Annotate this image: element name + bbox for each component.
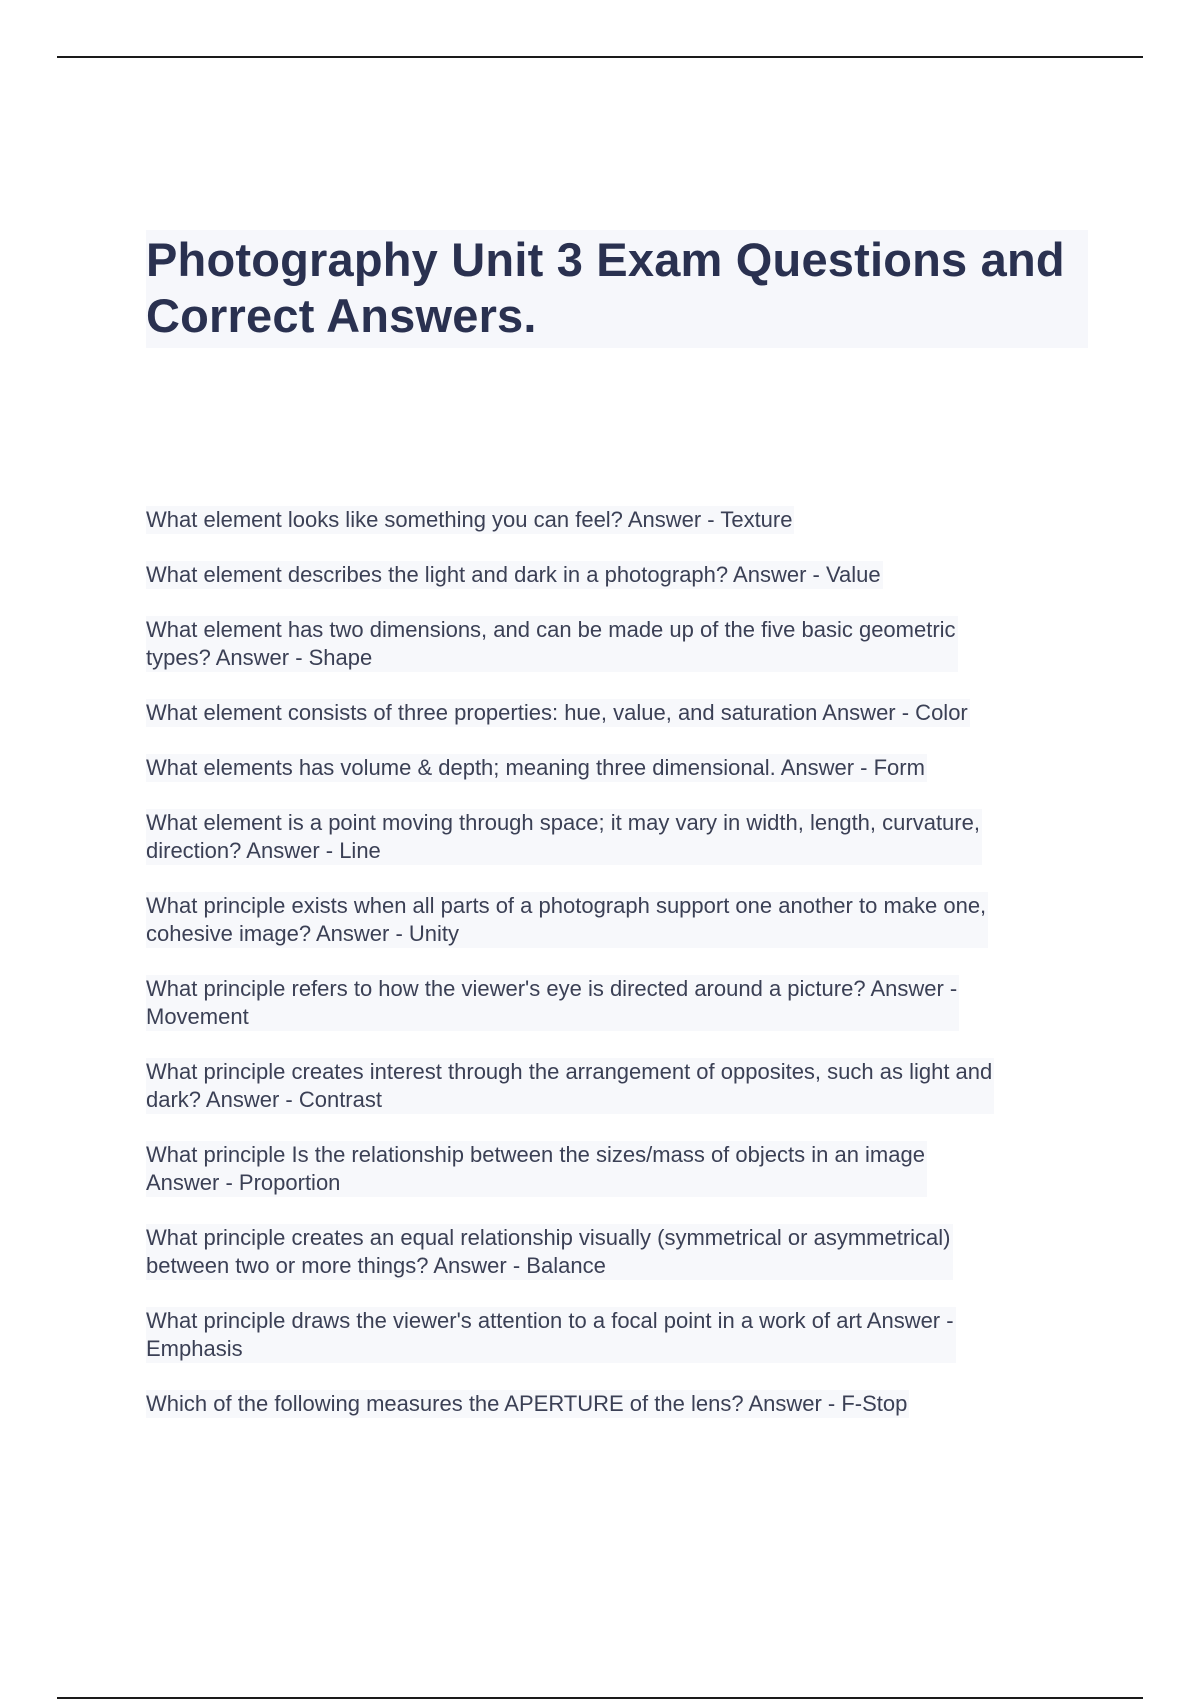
qa-line: What element consists of three properties: hue, value, and saturation Answer - Color <box>146 700 968 725</box>
qa-line: What element looks like something you can feel? Answer - Texture <box>146 507 793 532</box>
qa-line: What principle Is the relationship between the sizes/mass of objects in an image <box>146 1142 925 1167</box>
title-line-1: Photography Unit 3 Exam Questions and <box>146 233 1065 286</box>
qa-line: Emphasis <box>146 1336 243 1361</box>
qa-list <box>146 506 1096 1418</box>
qa-item <box>146 561 883 589</box>
qa-line: What element describes the light and dark in a photograph? Answer - Value <box>146 562 881 587</box>
top-rule <box>57 56 1143 58</box>
qa-line: Movement <box>146 1004 249 1029</box>
title-block <box>146 230 1088 348</box>
qa-line: direction? Answer - Line <box>146 838 381 863</box>
qa-line: Answer - Proportion <box>146 1170 341 1195</box>
qa-item <box>146 892 988 948</box>
page-title <box>146 232 1088 344</box>
qa-line: What principle creates an equal relationship visually (symmetrical or asymmetrical) <box>146 1225 951 1250</box>
qa-item <box>146 754 927 782</box>
qa-line: What principle refers to how the viewer's eye is directed around a picture? Answer - <box>146 976 958 1001</box>
qa-line: What principle draws the viewer's attention to a focal point in a work of art Answer - <box>146 1308 954 1333</box>
qa-item <box>146 1141 927 1197</box>
qa-line: between two or more things? Answer - Balance <box>146 1253 606 1278</box>
qa-item <box>146 809 982 865</box>
qa-item <box>146 506 794 534</box>
qa-line: What principle creates interest through the arrangement of opposites, such as light and <box>146 1059 993 1084</box>
qa-line: What element is a point moving through space; it may vary in width, length, curvature, <box>146 810 980 835</box>
qa-line: What element has two dimensions, and can be made up of the five basic geometric <box>146 617 956 642</box>
qa-line: Which of the following measures the APERTURE of the lens? Answer - F-Stop <box>146 1391 908 1416</box>
qa-item <box>146 1307 956 1363</box>
qa-item <box>146 1224 953 1280</box>
qa-item <box>146 1390 909 1418</box>
qa-line: What elements has volume & depth; meaning three dimensional. Answer - Form <box>146 755 925 780</box>
bottom-rule <box>57 1697 1143 1699</box>
title-line-2: Correct Answers. <box>146 289 537 342</box>
qa-item <box>146 975 959 1031</box>
qa-item <box>146 699 970 727</box>
qa-line: cohesive image? Answer - Unity <box>146 921 460 946</box>
qa-line: What principle exists when all parts of a photograph support one another to make one, <box>146 893 987 918</box>
qa-line: types? Answer - Shape <box>146 645 373 670</box>
qa-item <box>146 616 958 672</box>
qa-item <box>146 1058 994 1114</box>
qa-line: dark? Answer - Contrast <box>146 1087 382 1112</box>
